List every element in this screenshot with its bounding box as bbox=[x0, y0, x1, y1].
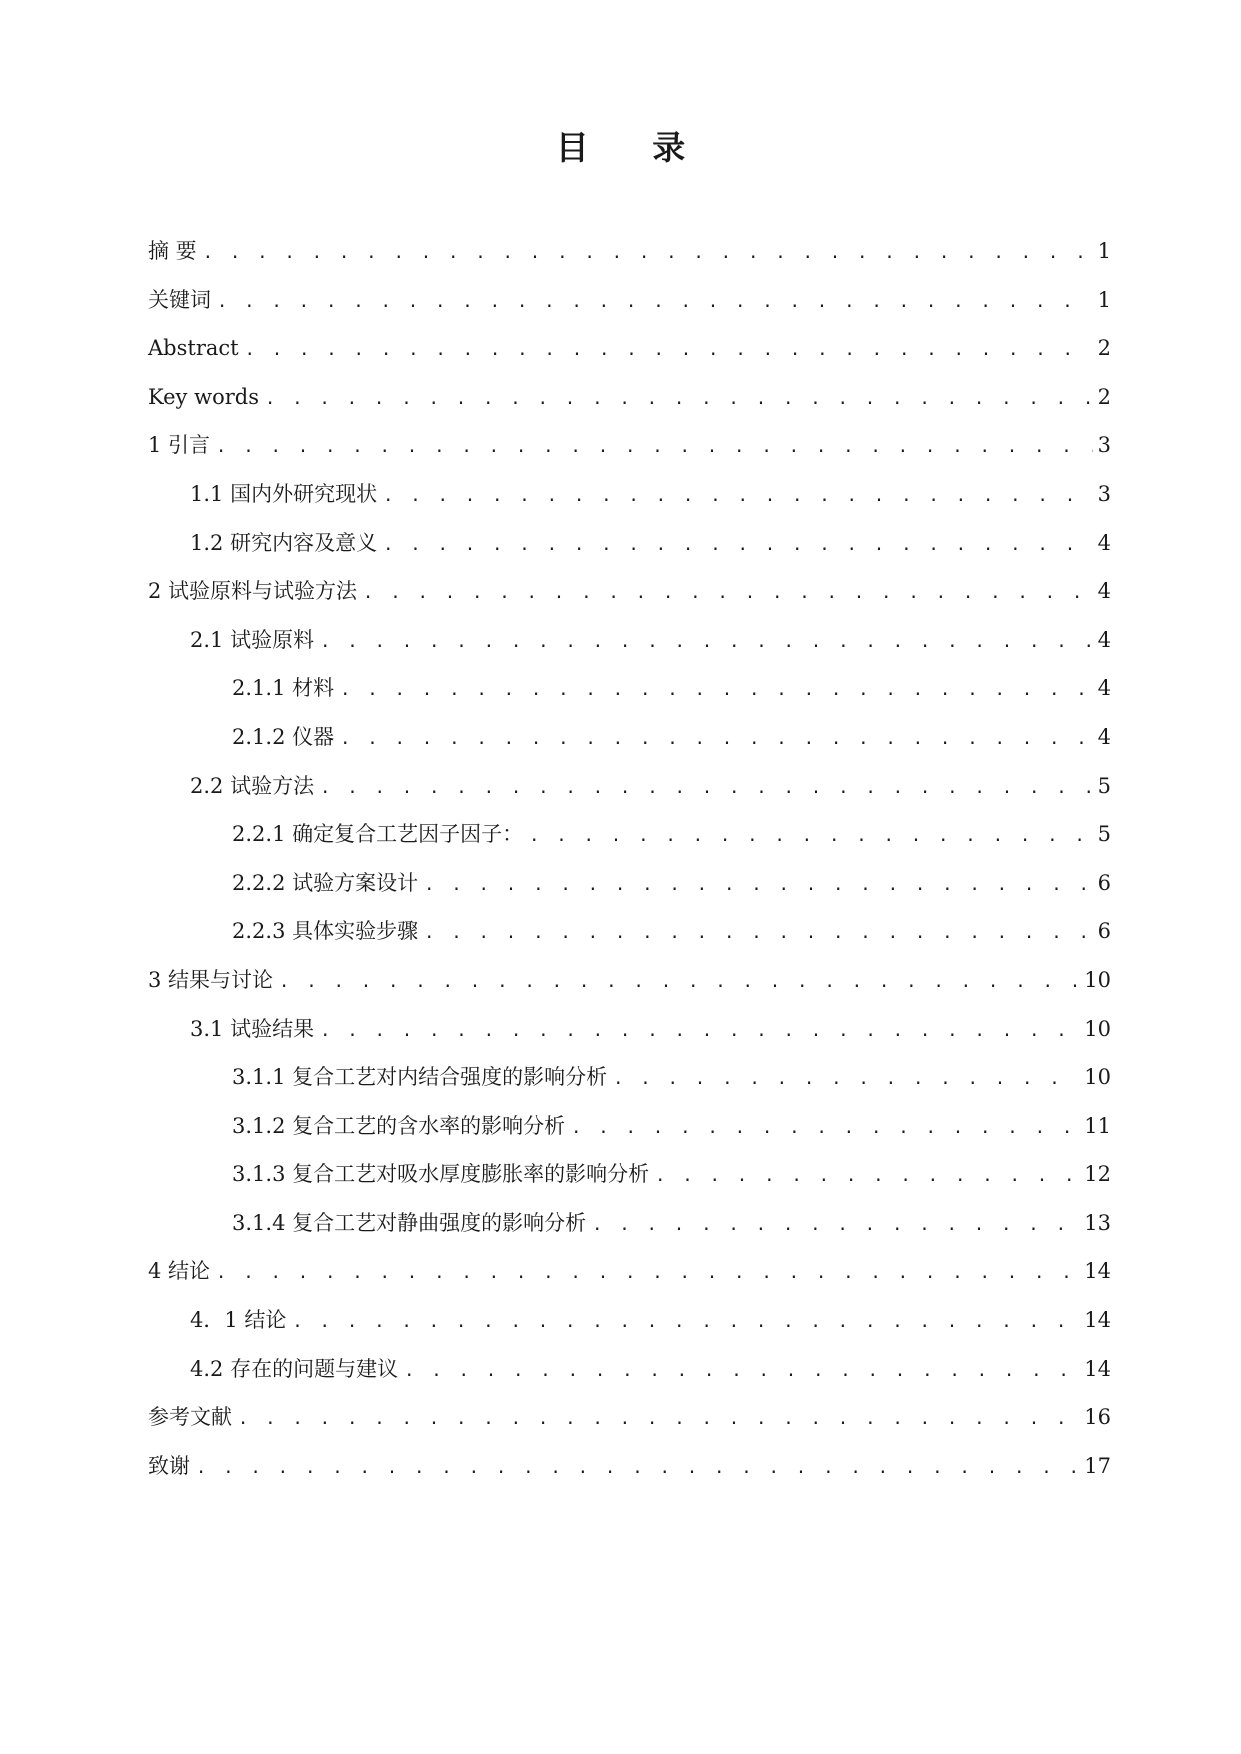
toc-entry-page: 2 bbox=[1097, 384, 1111, 409]
toc-entry-label: 4．1 结论 bbox=[190, 1308, 287, 1333]
dot-leader bbox=[383, 481, 1093, 511]
toc-entry-label: 摘 要 bbox=[148, 239, 197, 263]
toc-entry-label: 3.1 试验结果 bbox=[190, 1016, 315, 1041]
toc-entry-page: 14 bbox=[1084, 1356, 1111, 1381]
toc-entry-page: 4 bbox=[1097, 579, 1111, 604]
dot-leader bbox=[320, 1016, 1080, 1046]
toc-entry-label: 2.1.1 材料 bbox=[232, 676, 335, 701]
toc-entry-label: 1.2 研究内容及意义 bbox=[190, 530, 378, 555]
toc-entry-label: 3.1.4 复合工艺对静曲强度的影响分析 bbox=[232, 1210, 587, 1235]
toc-entry[interactable] bbox=[148, 1208, 1111, 1257]
toc-entry[interactable] bbox=[148, 236, 1111, 285]
toc-entry-label: 2.2.3 具体实验步骤 bbox=[232, 919, 419, 944]
toc-entry[interactable] bbox=[148, 819, 1111, 868]
toc-entry[interactable] bbox=[148, 1256, 1111, 1305]
toc-entry-label: 2.2.2 试验方案设计 bbox=[232, 870, 419, 895]
dot-leader bbox=[216, 432, 1093, 462]
dot-leader bbox=[238, 1404, 1080, 1434]
toc-entry[interactable] bbox=[148, 1305, 1111, 1354]
toc-entry-page: 10 bbox=[1084, 967, 1111, 992]
dot-leader bbox=[613, 1064, 1080, 1094]
toc-entry[interactable] bbox=[148, 479, 1111, 528]
toc-entry[interactable] bbox=[148, 1402, 1111, 1451]
toc-entry-page: 4 bbox=[1097, 627, 1111, 652]
toc-entry-label: 3.1.2 复合工艺的含水率的影响分析 bbox=[232, 1113, 566, 1138]
toc-entry-page: 5 bbox=[1097, 822, 1111, 847]
toc-entry-page: 4 bbox=[1097, 676, 1111, 701]
toc-entry[interactable] bbox=[148, 1451, 1111, 1500]
dot-leader bbox=[245, 335, 1093, 365]
dot-leader bbox=[363, 578, 1093, 608]
toc-entry-page: 14 bbox=[1084, 1308, 1111, 1333]
toc-list bbox=[148, 236, 1111, 1499]
toc-entry-page: 6 bbox=[1097, 870, 1111, 895]
toc-entry[interactable] bbox=[148, 722, 1111, 771]
dot-leader bbox=[404, 1356, 1080, 1386]
dot-leader bbox=[383, 530, 1093, 560]
toc-entry-page: 2 bbox=[1097, 336, 1111, 361]
dot-leader bbox=[265, 384, 1093, 414]
toc-entry-page: 5 bbox=[1097, 773, 1111, 798]
toc-entry[interactable] bbox=[148, 1111, 1111, 1160]
toc-entry[interactable] bbox=[148, 916, 1111, 965]
toc-entry-page: 16 bbox=[1084, 1405, 1111, 1430]
dot-leader bbox=[217, 287, 1093, 317]
toc-entry[interactable] bbox=[148, 1014, 1111, 1063]
toc-entry[interactable] bbox=[148, 382, 1111, 431]
toc-entry-page: 1 bbox=[1097, 239, 1111, 263]
toc-entry-page: 4 bbox=[1097, 724, 1111, 749]
dot-leader bbox=[292, 1307, 1080, 1337]
toc-entry[interactable] bbox=[148, 673, 1111, 722]
dot-leader bbox=[571, 1113, 1080, 1143]
dot-leader bbox=[320, 773, 1093, 803]
toc-entry-page: 12 bbox=[1084, 1162, 1111, 1187]
toc-entry[interactable] bbox=[148, 965, 1111, 1014]
toc-entry[interactable] bbox=[148, 333, 1111, 382]
toc-entry[interactable] bbox=[148, 1354, 1111, 1403]
toc-entry[interactable] bbox=[148, 1062, 1111, 1111]
toc-entry[interactable] bbox=[148, 771, 1111, 820]
toc-entry-label: 1.1 国内外研究现状 bbox=[190, 481, 378, 506]
dot-leader bbox=[424, 870, 1093, 900]
toc-entry-label: 3.1.1 复合工艺对内结合强度的影响分析 bbox=[232, 1065, 608, 1090]
dot-leader bbox=[216, 1258, 1080, 1288]
dot-leader bbox=[320, 627, 1093, 657]
toc-entry-label: 3.1.3 复合工艺对吸水厚度膨胀率的影响分析 bbox=[232, 1162, 650, 1187]
toc-entry-label: 2 试验原料与试验方法 bbox=[148, 579, 358, 604]
dot-leader bbox=[529, 821, 1093, 851]
toc-entry-page: 4 bbox=[1097, 530, 1111, 555]
toc-entry-page: 1 bbox=[1097, 287, 1111, 312]
toc-entry-label: 3 结果与讨论 bbox=[148, 967, 274, 992]
dot-leader bbox=[424, 918, 1093, 948]
toc-entry-page: 3 bbox=[1097, 433, 1111, 458]
toc-entry[interactable] bbox=[148, 576, 1111, 625]
toc-entry[interactable] bbox=[148, 528, 1111, 577]
toc-title: 目 录 bbox=[555, 128, 712, 167]
dot-leader bbox=[279, 967, 1080, 997]
toc-entry-page: 6 bbox=[1097, 919, 1111, 944]
toc-entry-label: Abstract bbox=[148, 336, 239, 361]
toc-entry-label: 1 引言 bbox=[148, 433, 211, 458]
toc-entry-label: 关键词 bbox=[148, 287, 211, 312]
toc-entry[interactable] bbox=[148, 285, 1111, 334]
toc-entry-label: 参考文献 bbox=[148, 1405, 232, 1430]
toc-entry-label: 2.2.1 确定复合工艺因子因子： bbox=[232, 822, 524, 847]
dot-leader bbox=[340, 724, 1093, 754]
dot-leader bbox=[203, 238, 1093, 268]
dot-leader bbox=[655, 1161, 1080, 1191]
toc-entry-label: Key words bbox=[148, 384, 259, 409]
toc-entry-page: 13 bbox=[1084, 1210, 1111, 1235]
toc-entry-label: 2.1 试验原料 bbox=[190, 627, 315, 652]
toc-entry[interactable] bbox=[148, 868, 1111, 917]
dot-leader bbox=[196, 1453, 1080, 1483]
toc-entry-label: 2.2 试验方法 bbox=[190, 773, 315, 798]
toc-entry-label: 4 结论 bbox=[148, 1259, 211, 1284]
dot-leader bbox=[340, 675, 1093, 705]
toc-entry[interactable] bbox=[148, 1159, 1111, 1208]
toc-entry[interactable] bbox=[148, 625, 1111, 674]
toc-entry-label: 4.2 存在的问题与建议 bbox=[190, 1356, 399, 1381]
toc-entry-page: 10 bbox=[1084, 1016, 1111, 1041]
dot-leader bbox=[592, 1210, 1080, 1240]
toc-entry-page: 11 bbox=[1084, 1113, 1111, 1138]
toc-entry-page: 3 bbox=[1097, 481, 1111, 506]
toc-entry-label: 致谢 bbox=[148, 1453, 190, 1478]
toc-entry[interactable] bbox=[148, 430, 1111, 479]
toc-entry-page: 10 bbox=[1084, 1065, 1111, 1090]
toc-entry-page: 17 bbox=[1084, 1453, 1111, 1478]
toc-entry-label: 2.1.2 仪器 bbox=[232, 724, 335, 749]
toc-entry-page: 14 bbox=[1084, 1259, 1111, 1284]
